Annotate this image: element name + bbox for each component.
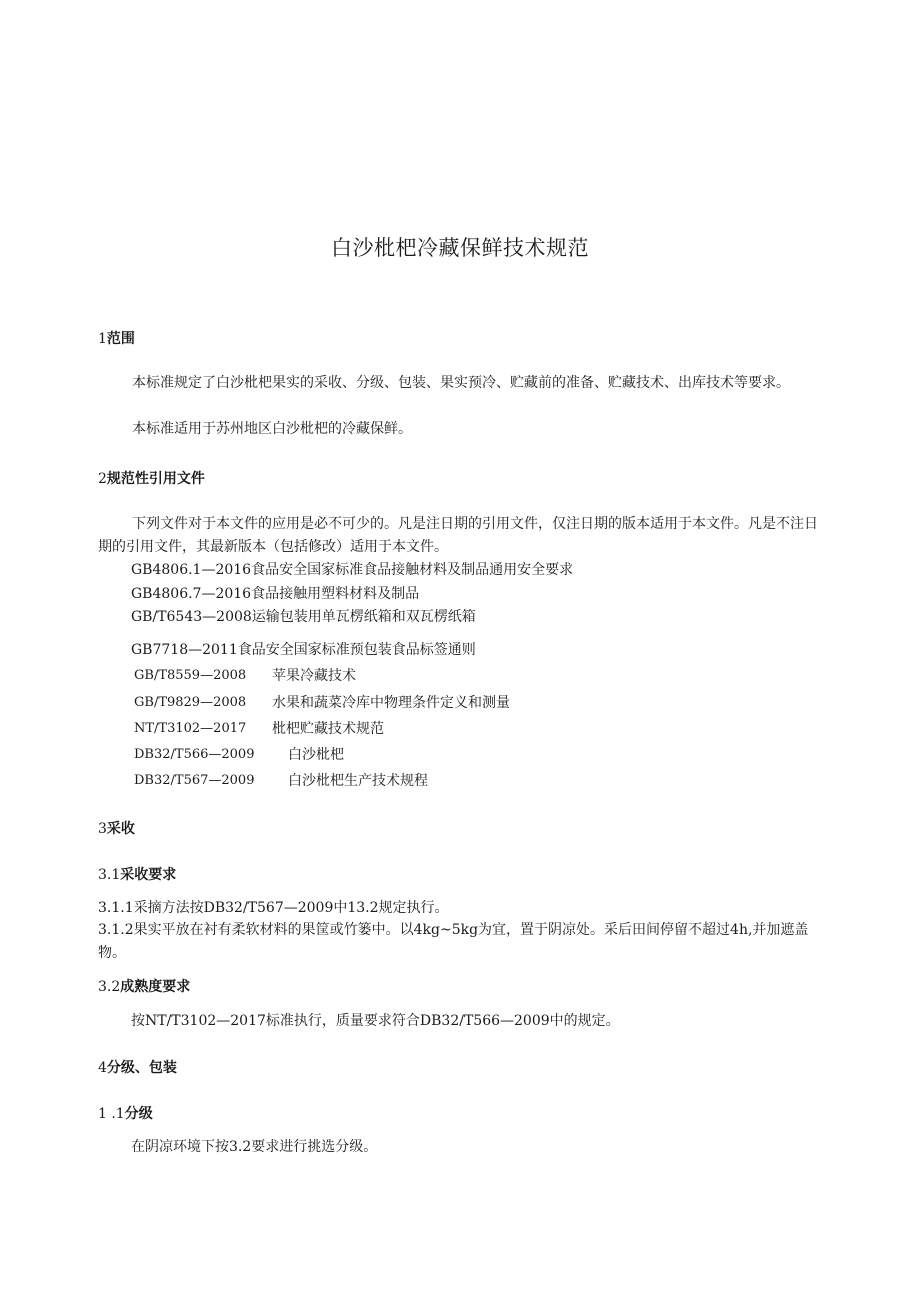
subsection-3-2-number: 3.2 <box>98 979 121 995</box>
reference-code: GB/T9829—2008 <box>134 695 247 710</box>
subsection-3-2-title: 成熟度要求 <box>120 979 191 995</box>
subsection-3-1-number: 3.1 <box>98 867 121 883</box>
subsection-4-1-paragraph: 在阴凉环境下按3.2要求进行挑选分级。 <box>131 1139 378 1155</box>
reference-name: 苹果冷藏技术 <box>272 668 356 684</box>
reference-code: DB32/T566—2009 <box>134 747 255 762</box>
document-title: 白沙枇杷冷藏保鲜技术规范 <box>331 236 589 260</box>
section-2-title: 规范性引用文件 <box>106 471 205 487</box>
section-3-heading <box>98 818 135 838</box>
section-1-number: 1 <box>98 331 107 347</box>
clause-3-1-1: 3.1.1采摘方法按DB32/T567—2009中13.2规定执行。 <box>98 900 449 916</box>
section-4-heading <box>98 1057 177 1077</box>
reference-name: 白沙枇杷 <box>288 747 344 763</box>
reference-name: 水果和蔬菜冷库中物理条件定义和测量 <box>272 695 510 711</box>
section-4-title: 分级、包装 <box>106 1060 177 1076</box>
reference-item: GB/T6543—2008运输包装用单瓦楞纸箱和双瓦楞纸箱 <box>131 609 476 625</box>
section-3-number: 3 <box>98 821 107 837</box>
subsection-3-2-paragraph: 按NT/T3102—2017标准执行，质量要求符合DB32/T566—2009中的规定。 <box>131 1013 620 1029</box>
reference-code: DB32/T567—2009 <box>134 773 255 785</box>
reference-item: GB4806.1—2016食品安全国家标准食品接触材料及制品通用安全要求 <box>131 562 574 578</box>
section-3-title: 采收 <box>106 821 135 837</box>
section-2-heading <box>98 468 205 488</box>
subsection-3-1-heading <box>98 864 176 884</box>
reference-item: GB4806.7—2016食品接触用塑料材料及制品 <box>131 586 420 602</box>
section-1-title: 范围 <box>106 331 135 347</box>
reference-name: 白沙枇杷生产技术规程 <box>288 773 428 789</box>
clause-3-1-2: 3.1.2果实平放在衬有柔软材料的果筐或竹篓中。以4kg~5kg为宜，置于阴凉处。采后田间停留不超过4h,并加遮盖物。 <box>98 922 809 961</box>
subsection-4-1-number: 1 .1 <box>98 1106 125 1122</box>
section-1-paragraph-2: 本标准适用于苏州地区白沙枇杷的冷藏保鲜。 <box>132 421 412 437</box>
subsection-4-1-title: 分级 <box>124 1106 153 1122</box>
reference-code: GB/T8559—2008 <box>134 668 247 683</box>
subsection-3-1-title: 采收要求 <box>120 867 177 883</box>
section-1-paragraph-1: 本标准规定了白沙枇杷果实的采收、分级、包装、果实预冷、贮藏前的准备、贮藏技术、出库技术等要求。 <box>132 375 790 391</box>
subsection-4-1-heading <box>98 1103 153 1123</box>
reference-code: NT/T3102—2017 <box>134 721 247 736</box>
section-2-paragraph-1: 下列文件对于本文件的应用是必不可少的。凡是注日期的引用文件，仅注日期的版本适用于本文件。凡是不注日期的引用文件，其最新版本（包括修改）适用于本文件。 <box>98 516 818 555</box>
section-4-number: 4 <box>98 1060 107 1076</box>
subsection-3-2-heading <box>98 976 190 996</box>
reference-name: 枇杷贮藏技术规范 <box>272 721 384 737</box>
section-1-heading <box>98 328 135 348</box>
section-2-number: 2 <box>98 471 107 487</box>
reference-item: GB7718—2011食品安全国家标准预包装食品标签通则 <box>131 642 476 658</box>
